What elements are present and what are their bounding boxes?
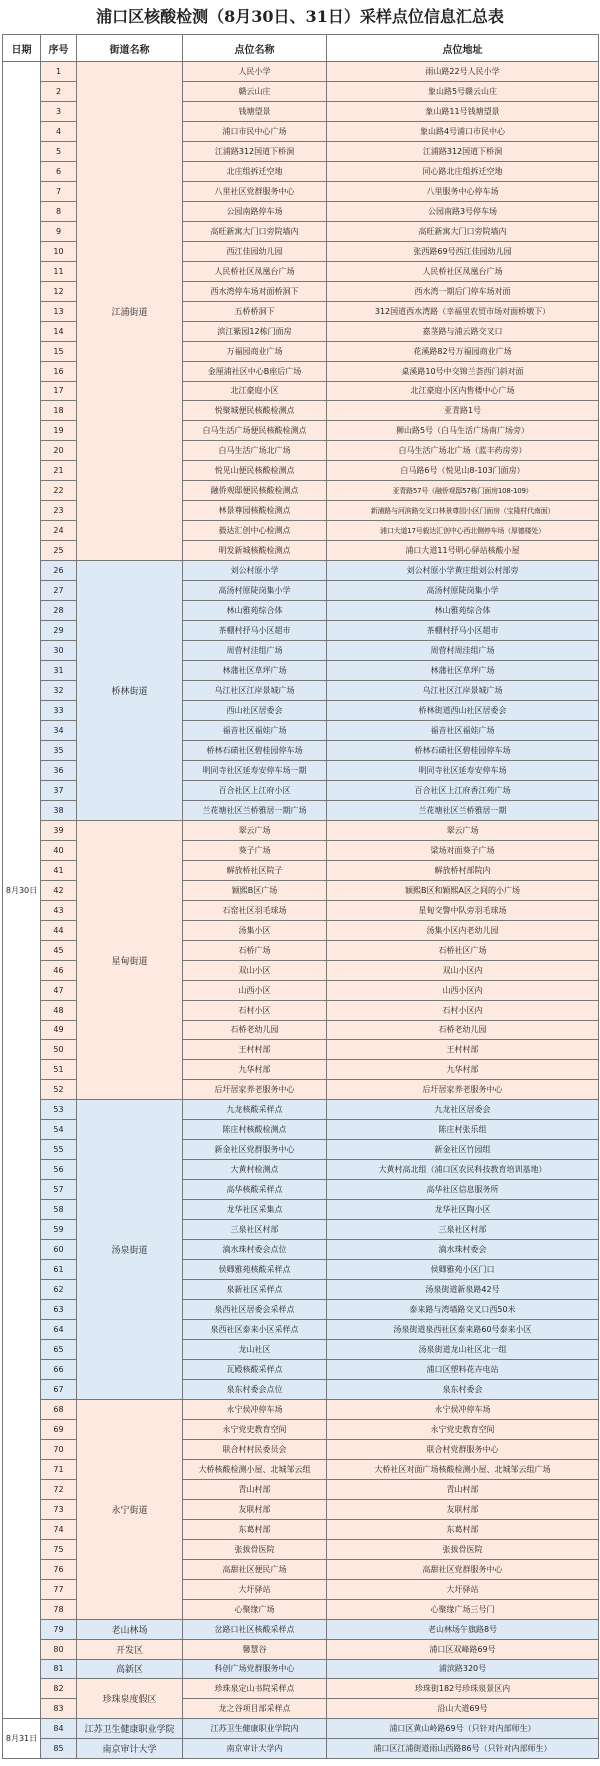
point-address-cell: 高华社区信息服务所 <box>327 1180 599 1200</box>
index-cell: 45 <box>41 940 77 960</box>
point-name-cell: 泉新社区采样点 <box>183 1280 327 1300</box>
point-address-cell: 兰花塘社区兰桥雅居一期 <box>327 800 599 820</box>
index-cell: 47 <box>41 980 77 1000</box>
index-cell: 84 <box>41 1719 77 1739</box>
index-cell: 67 <box>41 1379 77 1399</box>
point-name-cell: 瓦殿核酸采样点 <box>183 1359 327 1379</box>
point-name-cell: 兰花塘社区兰桥雅居一期广场 <box>183 800 327 820</box>
index-cell: 26 <box>41 561 77 581</box>
index-cell: 1 <box>41 62 77 82</box>
point-name-cell: 刘公村原小学 <box>183 561 327 581</box>
point-name-cell: 乌江社区江岸景城广场 <box>183 681 327 701</box>
point-address-cell: 象山路5号赣云山庄 <box>327 81 599 101</box>
index-cell: 71 <box>41 1459 77 1479</box>
street-cell: 南京审计大学 <box>77 1739 183 1759</box>
index-cell: 23 <box>41 501 77 521</box>
point-address-cell: 象山路4号浦口市民中心 <box>327 121 599 141</box>
point-name-cell: 公园南路停车场 <box>183 201 327 221</box>
table-row <box>3 1639 599 1659</box>
point-address-cell: 312国道西水湾路（幸福里农贸市场对面桥墩下） <box>327 301 599 321</box>
point-name-cell: 翠云广场 <box>183 820 327 840</box>
point-name-cell: 张拔骨医院 <box>183 1539 327 1559</box>
point-address-cell: 嘉茎路与浦云路交叉口 <box>327 321 599 341</box>
street-cell: 江苏卫生健康职业学院 <box>77 1719 183 1739</box>
point-address-cell: 刘公村原小学黄庄组刘公村部旁 <box>327 561 599 581</box>
index-cell: 34 <box>41 720 77 740</box>
point-address-cell: 九龙社区居委会 <box>327 1100 599 1120</box>
point-address-cell: 龙华社区陶小区 <box>327 1200 599 1220</box>
index-cell: 50 <box>41 1040 77 1060</box>
street-cell: 开发区 <box>77 1639 183 1659</box>
point-address-cell: 明同寺社区延寿安停车场 <box>327 760 599 780</box>
index-cell: 42 <box>41 880 77 900</box>
index-cell: 13 <box>41 301 77 321</box>
point-name-cell: 三泉社区村部 <box>183 1220 327 1240</box>
header-point-address: 点位地址 <box>327 35 599 62</box>
point-name-cell: 心聚缘广场 <box>183 1599 327 1619</box>
point-name-cell: 周营村洼组广场 <box>183 641 327 661</box>
point-address-cell: 亚青路1号 <box>327 401 599 421</box>
point-address-cell: 王村村部 <box>327 1040 599 1060</box>
index-cell: 54 <box>41 1120 77 1140</box>
index-cell: 83 <box>41 1699 77 1719</box>
point-name-cell: 高汤村原陡岗集小学 <box>183 581 327 601</box>
point-address-cell: 白马路6号（悦见山8-103门面房） <box>327 461 599 481</box>
point-name-cell: 北庄组拆迁空地 <box>183 161 327 181</box>
index-cell: 70 <box>41 1439 77 1459</box>
point-address-cell: 珍珠街182号珍珠泉景区内 <box>327 1679 599 1699</box>
point-name-cell: 高甜社区便民广场 <box>183 1559 327 1579</box>
point-name-cell: 石桥老幼儿园 <box>183 1020 327 1040</box>
index-cell: 51 <box>41 1060 77 1080</box>
point-address-cell: 大圩驿站 <box>327 1579 599 1599</box>
point-address-cell: 石桥老幼儿园 <box>327 1020 599 1040</box>
index-cell: 65 <box>41 1340 77 1360</box>
table-row <box>3 1739 599 1759</box>
point-address-cell: 北江豪庭小区内售楼中心广场 <box>327 381 599 401</box>
point-address-cell: 百合社区上江府香江苑广场 <box>327 780 599 800</box>
table-row <box>3 1679 599 1699</box>
point-name-cell: 钱塘望景 <box>183 101 327 121</box>
point-name-cell: 科创广场党群服务中心 <box>183 1659 327 1679</box>
point-name-cell: 西山社区居委会 <box>183 701 327 721</box>
index-cell: 56 <box>41 1160 77 1180</box>
index-cell: 44 <box>41 920 77 940</box>
point-name-cell: 悦见山便民核酸检测点 <box>183 461 327 481</box>
point-address-cell: 张西路69号西江佳园幼儿园 <box>327 241 599 261</box>
point-name-cell: 东葛村部 <box>183 1519 327 1539</box>
point-address-cell: 浦口区江浦街道雨山西路86号（只针对内部师生） <box>327 1739 599 1759</box>
index-cell: 37 <box>41 780 77 800</box>
point-name-cell: 滴水珠村委会点位 <box>183 1240 327 1260</box>
street-cell: 老山林场 <box>77 1619 183 1639</box>
point-address-cell: 友联村部 <box>327 1499 599 1519</box>
table-row <box>3 1100 599 1120</box>
point-address-cell: 新浦路与河滨路交叉口林景尊园小区门面房（宝隆村代南面） <box>327 501 599 521</box>
point-address-cell: 浦口区塑料花卉电站 <box>327 1359 599 1379</box>
point-name-cell: 青山村部 <box>183 1479 327 1499</box>
point-name-cell: 龙华社区采集点 <box>183 1200 327 1220</box>
index-cell: 73 <box>41 1499 77 1519</box>
street-cell: 高新区 <box>77 1659 183 1679</box>
point-name-cell: 泉西社区泰来小区采样点 <box>183 1320 327 1340</box>
index-cell: 39 <box>41 820 77 840</box>
point-name-cell: 永宁党史教育空间 <box>183 1419 327 1439</box>
index-cell: 79 <box>41 1619 77 1639</box>
point-name-cell: 茶棚村抒马小区超市 <box>183 621 327 641</box>
index-cell: 63 <box>41 1300 77 1320</box>
header-date: 日期 <box>3 35 41 62</box>
point-address-cell: 高甜社区党群服务中心 <box>327 1559 599 1579</box>
point-address-cell: 滴水珠村委会 <box>327 1240 599 1260</box>
header-point-name: 点位名称 <box>183 35 327 62</box>
point-address-cell: 张拔骨医院 <box>327 1539 599 1559</box>
point-address-cell: 大黄村高北组（浦口区农民科技教育培训基地） <box>327 1160 599 1180</box>
point-address-cell: 浦口区双峰路69号 <box>327 1639 599 1659</box>
point-address-cell: 颖熙B区和颖熙A区之间的小广场 <box>327 880 599 900</box>
index-cell: 10 <box>41 241 77 261</box>
point-address-cell: 后圩居家养老服务中心 <box>327 1080 599 1100</box>
point-name-cell: 解放桥社区院子 <box>183 860 327 880</box>
point-address-cell: 永宁侯冲停车场 <box>327 1399 599 1419</box>
point-address-cell: 高汤村原陡岗集小学 <box>327 581 599 601</box>
index-cell: 55 <box>41 1140 77 1160</box>
index-cell: 57 <box>41 1180 77 1200</box>
index-cell: 36 <box>41 760 77 780</box>
point-name-cell: 珍珠泉定山书院采样点 <box>183 1679 327 1699</box>
point-address-cell: 汤集小区内老幼儿园 <box>327 920 599 940</box>
header-street: 街道名称 <box>77 35 183 62</box>
point-name-cell: 陈庄村核酸检测点 <box>183 1120 327 1140</box>
point-address-cell: 雨山路22号人民小学 <box>327 62 599 82</box>
point-name-cell: 浦口市民中心广场 <box>183 121 327 141</box>
point-name-cell: 王村村部 <box>183 1040 327 1060</box>
index-cell: 43 <box>41 900 77 920</box>
point-name-cell: 福音社区福娃广场 <box>183 720 327 740</box>
point-name-cell: 北江豪庭小区 <box>183 381 327 401</box>
point-address-cell: 桥林街道西山社区居委会 <box>327 701 599 721</box>
point-address-cell: 乌江社区江岸景城广场 <box>327 681 599 701</box>
point-address-cell: 桌溪路10号中交锦兰荟西门斜对面 <box>327 361 599 381</box>
point-address-cell: 浦口大道17号毅达汇创中心西北侧停车场（厚德楼处） <box>327 521 599 541</box>
index-cell: 16 <box>41 361 77 381</box>
point-name-cell: 人民桥社区凤凰台广场 <box>183 261 327 281</box>
index-cell: 9 <box>41 221 77 241</box>
table-row <box>3 1619 599 1639</box>
point-address-cell: 双山小区内 <box>327 960 599 980</box>
point-address-cell: 石村小区内 <box>327 1000 599 1020</box>
street-cell: 星甸街道 <box>77 820 183 1100</box>
point-name-cell: 毅达汇创中心检测点 <box>183 521 327 541</box>
index-cell: 6 <box>41 161 77 181</box>
point-name-cell: 九华村部 <box>183 1060 327 1080</box>
index-cell: 62 <box>41 1280 77 1300</box>
point-address-cell: 高旺新寓大门口旁院墙内 <box>327 221 599 241</box>
point-name-cell: 金厘浦社区中心B座后广场 <box>183 361 327 381</box>
point-address-cell: 侯卿雅苑小区门口 <box>327 1260 599 1280</box>
index-cell: 18 <box>41 401 77 421</box>
date-cell: 8月30日 <box>3 62 41 1719</box>
point-name-cell: 大圩驿站 <box>183 1579 327 1599</box>
table-header-row <box>3 35 599 62</box>
point-address-cell: 浦口大道11号明心驿站核酸小屋 <box>327 541 599 561</box>
index-cell: 38 <box>41 800 77 820</box>
index-cell: 61 <box>41 1260 77 1280</box>
index-cell: 14 <box>41 321 77 341</box>
point-address-cell: 泉东村委会 <box>327 1379 599 1399</box>
point-name-cell: 葵子广场 <box>183 840 327 860</box>
index-cell: 74 <box>41 1519 77 1539</box>
point-address-cell: 象山路11号钱塘望景 <box>327 101 599 121</box>
point-name-cell: 石桥广场 <box>183 940 327 960</box>
point-name-cell: 高旺新寓大门口旁院墙内 <box>183 221 327 241</box>
point-name-cell: 赣云山庄 <box>183 81 327 101</box>
index-cell: 66 <box>41 1359 77 1379</box>
point-address-cell: 解放桥村部院内 <box>327 860 599 880</box>
point-address-cell: 八里服务中心停车场 <box>327 181 599 201</box>
index-cell: 20 <box>41 441 77 461</box>
point-address-cell: 石桥社区广场 <box>327 940 599 960</box>
point-name-cell: 九龙核酸采样点 <box>183 1100 327 1120</box>
point-name-cell: 汤集小区 <box>183 920 327 940</box>
point-address-cell: 汤泉街道龙山社区北一组 <box>327 1340 599 1360</box>
point-name-cell: 明同寺社区延寿安停车场一期 <box>183 760 327 780</box>
index-cell: 46 <box>41 960 77 980</box>
index-cell: 53 <box>41 1100 77 1120</box>
table-row <box>3 1399 599 1419</box>
street-cell: 江浦街道 <box>77 62 183 561</box>
point-name-cell: 白马生活广场北广场 <box>183 441 327 461</box>
point-name-cell: 后圩居家养老服务中心 <box>183 1080 327 1100</box>
index-cell: 7 <box>41 181 77 201</box>
point-name-cell: 白马生活广场便民核酸检测点 <box>183 421 327 441</box>
index-cell: 59 <box>41 1220 77 1240</box>
point-name-cell: 大黄村检测点 <box>183 1160 327 1180</box>
street-cell: 桥林街道 <box>77 561 183 821</box>
point-name-cell: 林景尊园核酸检测点 <box>183 501 327 521</box>
index-cell: 81 <box>41 1659 77 1679</box>
point-name-cell: 滨江紫园12栋门面房 <box>183 321 327 341</box>
index-cell: 2 <box>41 81 77 101</box>
index-cell: 8 <box>41 201 77 221</box>
index-cell: 22 <box>41 481 77 501</box>
sampling-points-table <box>2 34 599 1759</box>
point-name-cell: 江浦路312国道下桥洞 <box>183 141 327 161</box>
point-address-cell: 福音社区福娃广场 <box>327 720 599 740</box>
index-cell: 82 <box>41 1679 77 1699</box>
point-name-cell: 泉西社区居委会采样点 <box>183 1300 327 1320</box>
point-address-cell: 老山林场午旗路8号 <box>327 1619 599 1639</box>
index-cell: 52 <box>41 1080 77 1100</box>
street-cell: 永宁街道 <box>77 1399 183 1619</box>
point-address-cell: 大桥社区对面广场核酸检测小屋、北城邹云组广场 <box>327 1459 599 1479</box>
point-address-cell: 浦滨路320号 <box>327 1659 599 1679</box>
index-cell: 75 <box>41 1539 77 1559</box>
index-cell: 33 <box>41 701 77 721</box>
index-cell: 80 <box>41 1639 77 1659</box>
point-address-cell: 江浦路312国道下桥洞 <box>327 141 599 161</box>
point-address-cell: 沿山大道69号 <box>327 1699 599 1719</box>
point-address-cell: 心聚缘广场三号门 <box>327 1599 599 1619</box>
point-name-cell: 友联村部 <box>183 1499 327 1519</box>
index-cell: 69 <box>41 1419 77 1439</box>
table-row <box>3 1719 599 1739</box>
index-cell: 21 <box>41 461 77 481</box>
index-cell: 3 <box>41 101 77 121</box>
point-address-cell: 亚青路57号（融侨观邸57栋门面房108-109） <box>327 481 599 501</box>
index-cell: 72 <box>41 1479 77 1499</box>
table-row <box>3 820 599 840</box>
point-address-cell: 翠云广场 <box>327 820 599 840</box>
point-address-cell: 陈庄村张乐组 <box>327 1120 599 1140</box>
point-address-cell: 花溪路82号万福园商业广场 <box>327 341 599 361</box>
header-index: 序号 <box>41 35 77 62</box>
point-address-cell: 青山村部 <box>327 1479 599 1499</box>
index-cell: 68 <box>41 1399 77 1419</box>
point-name-cell: 石村小区 <box>183 1000 327 1020</box>
point-address-cell: 林蒲社区草坪广场 <box>327 661 599 681</box>
index-cell: 41 <box>41 860 77 880</box>
point-address-cell: 汤泉街道泉西社区泰来路60号泰来小区 <box>327 1320 599 1340</box>
point-address-cell: 永宁党史教育空间 <box>327 1419 599 1439</box>
point-name-cell: 林蒲社区草坪广场 <box>183 661 327 681</box>
point-name-cell: 石窑社区羽毛球场 <box>183 900 327 920</box>
index-cell: 40 <box>41 840 77 860</box>
point-name-cell: 人民小学 <box>183 62 327 82</box>
index-cell: 24 <box>41 521 77 541</box>
street-cell: 珍珠泉度假区 <box>77 1679 183 1719</box>
point-name-cell: 南京审计大学内 <box>183 1739 327 1759</box>
index-cell: 85 <box>41 1739 77 1759</box>
page-title: 浦口区核酸检测（8月30日、31日）采样点位信息汇总表 <box>96 7 504 26</box>
point-name-cell: 山西小区 <box>183 980 327 1000</box>
point-address-cell: 西水湾一期后门停车场对面 <box>327 281 599 301</box>
index-cell: 77 <box>41 1579 77 1599</box>
index-cell: 27 <box>41 581 77 601</box>
index-cell: 64 <box>41 1320 77 1340</box>
index-cell: 76 <box>41 1559 77 1579</box>
point-address-cell: 林山雅苑综合体 <box>327 601 599 621</box>
point-name-cell: 侯卿雅苑核酸采样点 <box>183 1260 327 1280</box>
point-name-cell: 永宁侯冲停车场 <box>183 1399 327 1419</box>
point-name-cell: 岔路口社区核酸采样点 <box>183 1619 327 1639</box>
point-name-cell: 新金社区党群服务中心 <box>183 1140 327 1160</box>
point-name-cell: 八里社区党群服务中心 <box>183 181 327 201</box>
point-address-cell: 东葛村部 <box>327 1519 599 1539</box>
point-name-cell: 龙山社区 <box>183 1340 327 1360</box>
table-row <box>3 1659 599 1679</box>
point-address-cell: 桥林石碛社区碧桂园停车场 <box>327 740 599 760</box>
index-cell: 19 <box>41 421 77 441</box>
point-name-cell: 馨慧谷 <box>183 1639 327 1659</box>
point-name-cell: 百合社区上江府小区 <box>183 780 327 800</box>
index-cell: 78 <box>41 1599 77 1619</box>
point-address-cell: 茶棚村抒马小区超市 <box>327 621 599 641</box>
point-address-cell: 狮山路5号（白马生活广场南广场旁） <box>327 421 599 441</box>
date-cell: 8月31日 <box>3 1719 41 1759</box>
index-cell: 5 <box>41 141 77 161</box>
table-body <box>3 62 599 1759</box>
point-name-cell: 桥林石碛社区碧桂园停车场 <box>183 740 327 760</box>
point-name-cell: 大桥核酸检测小屋、北城邹云组 <box>183 1459 327 1479</box>
point-name-cell: 颖熙B区广场 <box>183 880 327 900</box>
point-address-cell: 公园南路3号停车场 <box>327 201 599 221</box>
index-cell: 28 <box>41 601 77 621</box>
index-cell: 25 <box>41 541 77 561</box>
point-name-cell: 林山雅苑综合体 <box>183 601 327 621</box>
index-cell: 35 <box>41 740 77 760</box>
index-cell: 15 <box>41 341 77 361</box>
point-address-cell: 星甸交警中队旁羽毛球场 <box>327 900 599 920</box>
index-cell: 29 <box>41 621 77 641</box>
point-address-cell: 周营村周洼组广场 <box>327 641 599 661</box>
index-cell: 30 <box>41 641 77 661</box>
index-cell: 12 <box>41 281 77 301</box>
point-name-cell: 万福园商业广场 <box>183 341 327 361</box>
point-address-cell: 九华村部 <box>327 1060 599 1080</box>
table-row <box>3 561 599 581</box>
point-address-cell: 泰来路与湾墙路交叉口西50米 <box>327 1300 599 1320</box>
point-address-cell: 三泉社区村部 <box>327 1220 599 1240</box>
point-name-cell: 泉东村委会点位 <box>183 1379 327 1399</box>
table-row <box>3 62 599 82</box>
point-name-cell: 联合村村民委员会 <box>183 1439 327 1459</box>
index-cell: 4 <box>41 121 77 141</box>
point-address-cell: 新金社区竹园组 <box>327 1140 599 1160</box>
point-address-cell: 山西小区内 <box>327 980 599 1000</box>
point-address-cell: 白马生活广场北广场（蓝丰药房旁） <box>327 441 599 461</box>
index-cell: 32 <box>41 681 77 701</box>
index-cell: 49 <box>41 1020 77 1040</box>
point-address-cell: 人民桥社区凤凰台广场 <box>327 261 599 281</box>
point-address-cell: 浦口区黄山岭路69号（只针对内部师生） <box>327 1719 599 1739</box>
point-name-cell: 高华核酸采样点 <box>183 1180 327 1200</box>
index-cell: 48 <box>41 1000 77 1020</box>
point-address-cell: 梁场对面葵子广场 <box>327 840 599 860</box>
index-cell: 17 <box>41 381 77 401</box>
point-name-cell: 双山小区 <box>183 960 327 980</box>
point-name-cell: 龙之谷项目部采样点 <box>183 1699 327 1719</box>
point-name-cell: 江苏卫生健康职业学院内 <box>183 1719 327 1739</box>
point-address-cell: 同心路北庄组拆迁空地 <box>327 161 599 181</box>
point-name-cell: 融侨观邸便民核酸检测点 <box>183 481 327 501</box>
index-cell: 58 <box>41 1200 77 1220</box>
point-name-cell: 西水湾停车场对面桥洞下 <box>183 281 327 301</box>
street-cell: 汤泉街道 <box>77 1100 183 1400</box>
index-cell: 11 <box>41 261 77 281</box>
point-name-cell: 西江佳园幼儿园 <box>183 241 327 261</box>
point-address-cell: 汤泉街道新泉路42号 <box>327 1280 599 1300</box>
index-cell: 60 <box>41 1240 77 1260</box>
point-name-cell: 明发新城核酸检测点 <box>183 541 327 561</box>
point-name-cell: 悦聚城便民核酸检测点 <box>183 401 327 421</box>
point-name-cell: 五桥桥洞下 <box>183 301 327 321</box>
index-cell: 31 <box>41 661 77 681</box>
point-address-cell: 联合村党群服务中心 <box>327 1439 599 1459</box>
